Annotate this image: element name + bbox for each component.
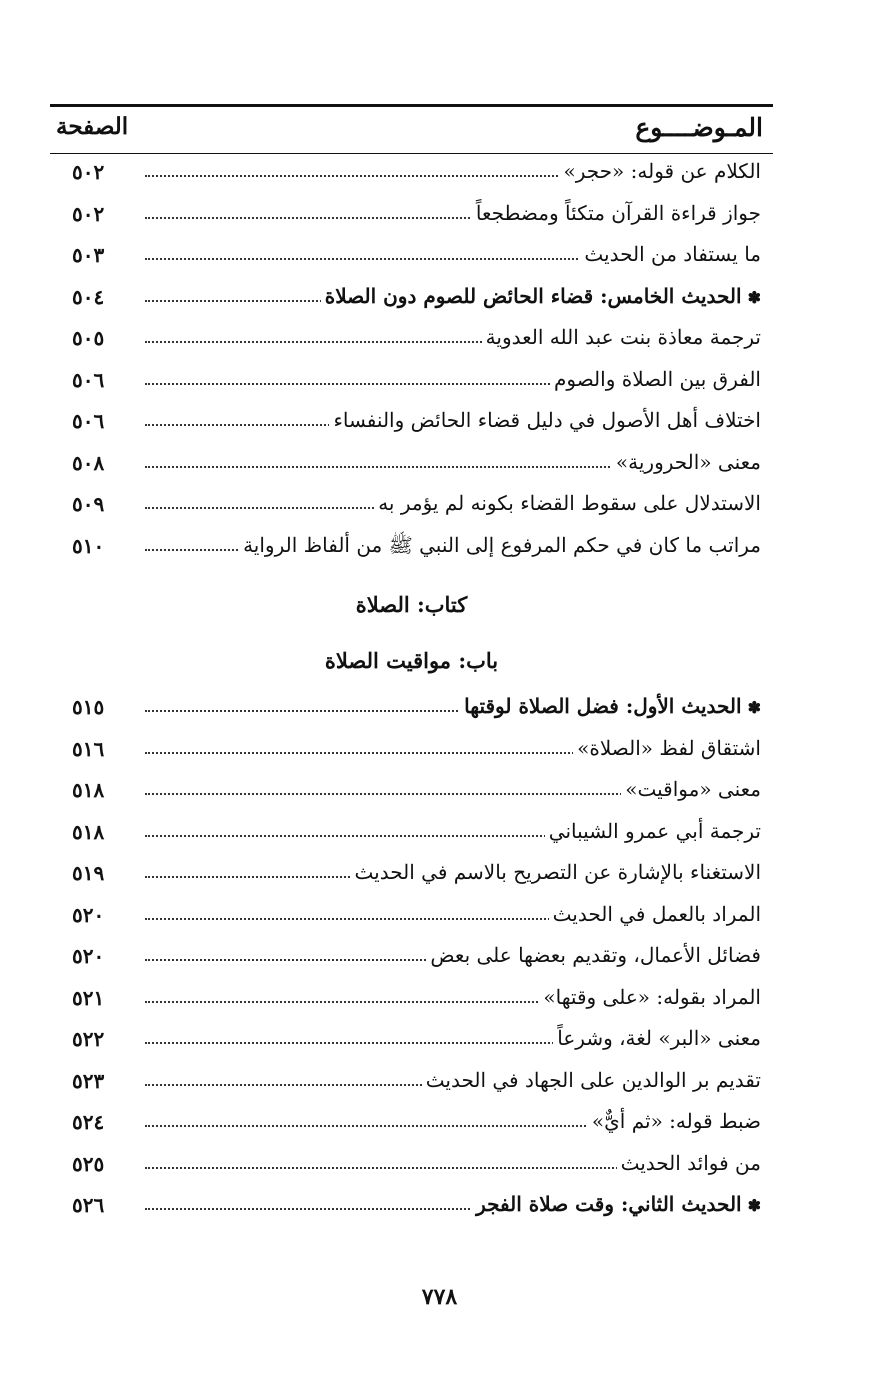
entry-title (329, 408, 761, 432)
entry-title-text: المراد بقوله: «على وقتها» (543, 984, 761, 1009)
entry-page-number: ٥٢٣ (72, 1068, 105, 1093)
entry-page-number: ٥٠٦ (72, 409, 105, 433)
entry-page-number: ٥٢٤ (72, 1110, 105, 1134)
entry-title (612, 450, 761, 474)
entry-page-number: ٥١٩ (72, 861, 105, 885)
entry-title-text: الاستدلال على سقوط القضاء بكونه لم يؤمر به (378, 491, 761, 515)
entries-list-2 (50, 689, 773, 1229)
entry-title (321, 284, 761, 308)
entry-page-number: ٥٠٢ (72, 160, 105, 184)
entry-page-number: ٥٠٣ (72, 243, 105, 267)
toc-entry (50, 1063, 773, 1105)
entry-title (550, 367, 761, 391)
entry-title (482, 325, 761, 349)
entry-title-text: الحديث الخامس: قضاء الحائض للصوم دون الصلاة (324, 283, 742, 308)
entry-title-text: الفرق بين الصلاة والصوم (554, 366, 761, 391)
entry-title-text: ترجمة معاذة بنت عبد الله العدوية (485, 325, 761, 349)
entry-title-text: معنى «الحرورية» (615, 449, 761, 474)
bullet-star-icon: ✽ (747, 698, 761, 717)
chapter-heading: باب: مواقيت الصلاة (324, 648, 499, 673)
entry-title (549, 902, 761, 926)
bullet-star-icon: ✽ (747, 1196, 761, 1215)
toc-entry (50, 689, 773, 731)
entry-title (460, 694, 761, 718)
entry-title-text: فضائل الأعمال، وتقديم بعضها على بعض (430, 943, 761, 967)
entry-title (239, 533, 761, 562)
toc-entry (50, 1146, 773, 1188)
entry-title (422, 1068, 761, 1092)
entry-title (580, 242, 761, 266)
entry-page-number: ٥٠٨ (72, 450, 105, 475)
toc-entry (50, 196, 773, 238)
bullet-star-icon: ✽ (747, 287, 761, 307)
toc-entry (50, 938, 773, 980)
entry-page-number: ٥٢١ (72, 985, 105, 1010)
entry-title (588, 1109, 761, 1133)
entry-title-text: الاستغناء بالإشارة عن التصريح بالاسم في الحديث (354, 860, 761, 884)
entry-title (553, 1026, 761, 1050)
entry-title-text: مراتب ما كان في حكم المرفوع إلى النبي ﷺ من ألفاظ الرواية (243, 532, 761, 557)
entry-page-number: ٥٠٩ (72, 492, 105, 516)
entry-page-number: ٥١٨ (72, 778, 105, 802)
toc-entry (50, 486, 773, 528)
entry-title-text: ضبط قوله: «ثم أيٌّ» (591, 1109, 761, 1133)
page-column-heading: الصفحة (56, 113, 129, 140)
entries-list-1 (50, 154, 773, 569)
entry-page-number: ٥٢٥ (72, 1151, 105, 1176)
toc-entry (50, 980, 773, 1022)
entry-title-text: المراد بالعمل في الحديث (552, 901, 761, 926)
entry-title-text: تقديم بر الوالدين على الجهاد في الحديث (425, 1067, 761, 1092)
toc-entry (50, 855, 773, 897)
entry-title (472, 1192, 761, 1216)
entry-title-text: اشتقاق لفظ «الصلاة» (577, 735, 761, 760)
entry-title-text: معنى «مواقيت» (625, 777, 761, 801)
toc-entry (50, 1187, 773, 1229)
entry-title-text: الكلام عن قوله: «حجر» (563, 159, 761, 183)
entry-page-number: ٥١٠ (72, 533, 105, 558)
entry-title (539, 985, 761, 1009)
toc-entry (50, 237, 773, 279)
toc-entry (50, 403, 773, 445)
entry-title-text: اختلاف أهل الأصول في دليل قضاء الحائض والنفساء (333, 408, 761, 432)
entry-title (351, 860, 761, 884)
entry-title-text: الحديث الثاني: وقت صلاة الفجر (476, 1192, 742, 1216)
entry-page-number: ٥٢٢ (72, 1027, 105, 1051)
toc-entry (50, 528, 773, 570)
entry-page-number: ٥٢٦ (72, 1193, 105, 1217)
toc-entry (50, 731, 773, 773)
toc-entry (50, 1104, 773, 1146)
toc-entry (50, 320, 773, 362)
entry-page-number: ٥٢٠ (72, 902, 105, 927)
toc-entry (50, 897, 773, 939)
toc-entry (50, 1021, 773, 1063)
entry-title-text: من فوائد الحديث (620, 1150, 761, 1175)
toc-entry (50, 772, 773, 814)
entry-title-text: الحديث الأول: فضل الصلاة لوقتها (464, 694, 742, 718)
toc-entry (50, 154, 773, 196)
entry-page-number: ٥٠٦ (72, 367, 105, 392)
book-heading: كتاب: الصلاة (355, 592, 468, 617)
entry-title (545, 819, 761, 843)
toc-entry (50, 445, 773, 487)
entry-page-number: ٥٠٢ (72, 201, 105, 226)
entry-page-number: ٥١٥ (72, 695, 105, 719)
entry-page-number: ٥١٨ (72, 819, 105, 844)
entry-title-text: معنى «البر» لغة، وشرعاً (557, 1026, 761, 1050)
toc-entry (50, 279, 773, 321)
toc-header (50, 107, 773, 153)
page-number: ٧٧٨ (421, 1284, 458, 1310)
entry-title-text: جواز قراءة القرآن متكئاً ومضطجعاً (475, 200, 761, 225)
entry-page-number: ٥٠٥ (72, 326, 105, 350)
toc-entry (50, 362, 773, 404)
entry-page-number: ٥٠٤ (72, 284, 105, 309)
entry-title (617, 1151, 761, 1175)
entry-title (472, 201, 761, 225)
entry-title (573, 736, 761, 760)
entry-page-number: ٥١٦ (72, 736, 105, 761)
topic-column-heading: المـوضــــوع (635, 113, 763, 142)
entry-title-text: ترجمة أبي عمرو الشيباني (548, 818, 761, 843)
entry-title (426, 943, 761, 967)
table-of-contents (50, 104, 773, 1229)
entry-page-number: ٥٢٠ (72, 944, 105, 968)
entry-title-text: ما يستفاد من الحديث (584, 242, 761, 266)
entry-title (374, 491, 761, 515)
entry-title (621, 777, 761, 801)
entry-title (560, 159, 761, 183)
toc-entry (50, 814, 773, 856)
